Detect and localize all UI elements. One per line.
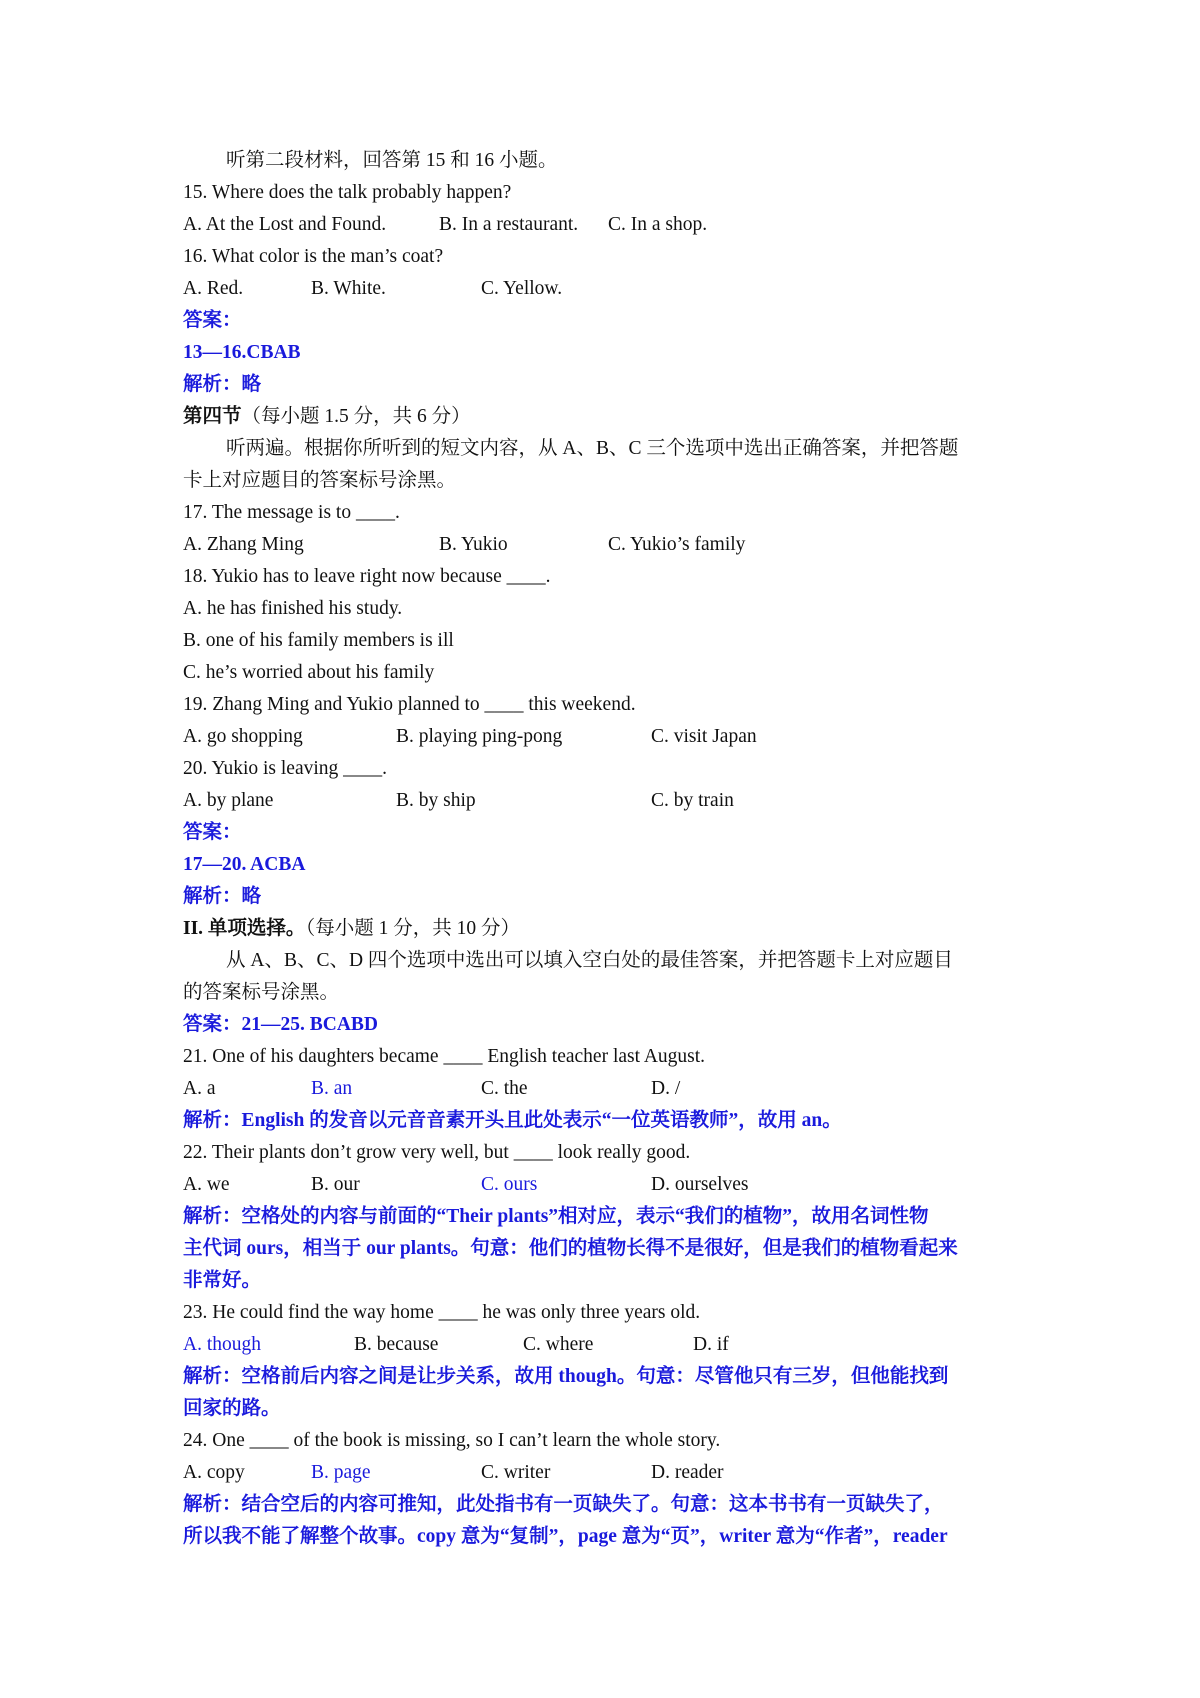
q22-stem: 22. Their plants don’t grow very well, but ____ look really good.: [183, 1142, 691, 1163]
q16-option-b: B. White.: [311, 278, 386, 299]
q16-option-c: C. Yellow.: [481, 278, 563, 299]
q18-option-a: A. he has finished his study.: [183, 598, 403, 619]
q20-option-c: C. by train: [651, 790, 734, 811]
q19-option-a: A. go shopping: [183, 726, 303, 747]
q21-stem: 21. One of his daughters became ____ English teacher last August.: [183, 1046, 706, 1067]
part2-score: （每小题 1 分，共 10 分）: [305, 918, 520, 939]
q21-option-c: C. the: [481, 1078, 528, 1099]
q15-option-b: B. In a restaurant.: [439, 214, 579, 235]
q17-option-b: B. Yukio: [439, 534, 508, 555]
section4-title: 第四节: [183, 406, 242, 427]
section4-instructions-2: 卡上对应题目的答案标号涂黑。: [183, 470, 457, 491]
q22-option-c-correct: C. ours: [481, 1174, 538, 1195]
q17-option-a: A. Zhang Ming: [183, 534, 304, 555]
q20-option-b: B. by ship: [396, 790, 476, 811]
q17-stem: 17. The message is to ____.: [183, 502, 400, 523]
q21-option-d: D. /: [651, 1078, 681, 1099]
explanation-13-16: 解析：略: [183, 374, 262, 395]
section4-score: （每小题 1.5 分，共 6 分）: [241, 406, 471, 427]
answer-label: 答案：: [183, 310, 242, 331]
q24-explanation-1: 解析：结合空后的内容可推知，此处指书有一页缺失了。句意：这本书书有一页缺失了，: [183, 1494, 944, 1515]
q23-explanation-2: 回家的路。: [183, 1398, 281, 1419]
q24-stem: 24. One ____ of the book is missing, so I can’t learn the whole story.: [183, 1430, 721, 1451]
q19-stem: 19. Zhang Ming and Yukio planned to ____ this weekend.: [183, 694, 636, 715]
q23-explanation-1: 解析：空格前后内容之间是让步关系，故用 though。句意：尽管他只有三岁，但他能找到: [183, 1366, 949, 1387]
answers-21-25: 答案：21—25. BCABD: [183, 1014, 379, 1035]
q17-option-c: C. Yukio’s family: [608, 534, 746, 555]
answer-17-20: 17—20. ACBA: [183, 854, 306, 875]
q21-option-b-correct: B. an: [311, 1078, 353, 1099]
q24-option-d: D. reader: [651, 1462, 724, 1483]
q22-option-d: D. ourselves: [651, 1174, 749, 1195]
q23-option-b: B. because: [354, 1334, 439, 1355]
q22-option-b: B. our: [311, 1174, 360, 1195]
q18-option-c: C. he’s worried about his family: [183, 662, 435, 683]
q15-stem: 15. Where does the talk probably happen?: [183, 182, 512, 203]
part2-title: II. 单项选择。: [183, 918, 306, 939]
q19-option-c: C. visit Japan: [651, 726, 757, 747]
q24-explanation-2: 所以我不能了解整个故事。copy 意为“复制”，page 意为“页”，writer 意为“作者”，reader: [183, 1526, 948, 1547]
q16-option-a: A. Red.: [183, 278, 244, 299]
answer-label-2: 答案：: [183, 822, 242, 843]
q16-stem: 16. What color is the man’s coat?: [183, 246, 444, 267]
section2-intro: 听第二段材料，回答第 15 和 16 小题。: [226, 150, 558, 171]
part2-instructions-1: 从 A、B、C、D 四个选项中选出可以填入空白处的最佳答案，并把答题卡上对应题目: [226, 950, 953, 971]
part2-instructions-2: 的答案标号涂黑。: [183, 982, 340, 1003]
q18-stem: 18. Yukio has to leave right now because ____.: [183, 566, 551, 587]
q23-option-c: C. where: [523, 1334, 594, 1355]
q24-option-a: A. copy: [183, 1462, 245, 1483]
q23-stem: 23. He could find the way home ____ he was only three years old.: [183, 1302, 701, 1323]
q22-explanation-2: 主代词 ours，相当于 our plants。句意：他们的植物长得不是很好，但是我们的植物看起来: [183, 1238, 958, 1259]
q21-option-a: A. a: [183, 1078, 216, 1099]
answer-13-16: 13—16.CBAB: [183, 342, 301, 363]
q22-explanation-1: 解析：空格处的内容与前面的“Their plants”相对应，表示“我们的植物”，故用名词性物: [183, 1206, 929, 1227]
q22-option-a: A. we: [183, 1174, 230, 1195]
q15-option-c: C. In a shop.: [608, 214, 708, 235]
q22-explanation-3: 非常好。: [183, 1270, 262, 1291]
q20-stem: 20. Yukio is leaving ____.: [183, 758, 388, 779]
q15-option-a: A. At the Lost and Found.: [183, 214, 387, 235]
q23-option-a-correct: A. though: [183, 1334, 261, 1355]
q24-option-b-correct: B. page: [311, 1462, 371, 1483]
q21-explanation: 解析：English 的发音以元音音素开头且此处表示“一位英语教师”，故用 an。: [183, 1110, 842, 1131]
q18-option-b: B. one of his family members is ill: [183, 630, 454, 651]
q24-option-c: C. writer: [481, 1462, 551, 1483]
section4-instructions-1: 听两遍。根据你所听到的短文内容，从 A、B、C 三个选项中选出正确答案，并把答题: [226, 438, 959, 459]
explanation-17-20: 解析：略: [183, 886, 262, 907]
part2-heading: [183, 918, 520, 940]
q23-option-d: D. if: [693, 1334, 729, 1355]
q20-option-a: A. by plane: [183, 790, 274, 811]
section4-heading: [183, 406, 471, 428]
q19-option-b: B. playing ping-pong: [396, 726, 563, 747]
